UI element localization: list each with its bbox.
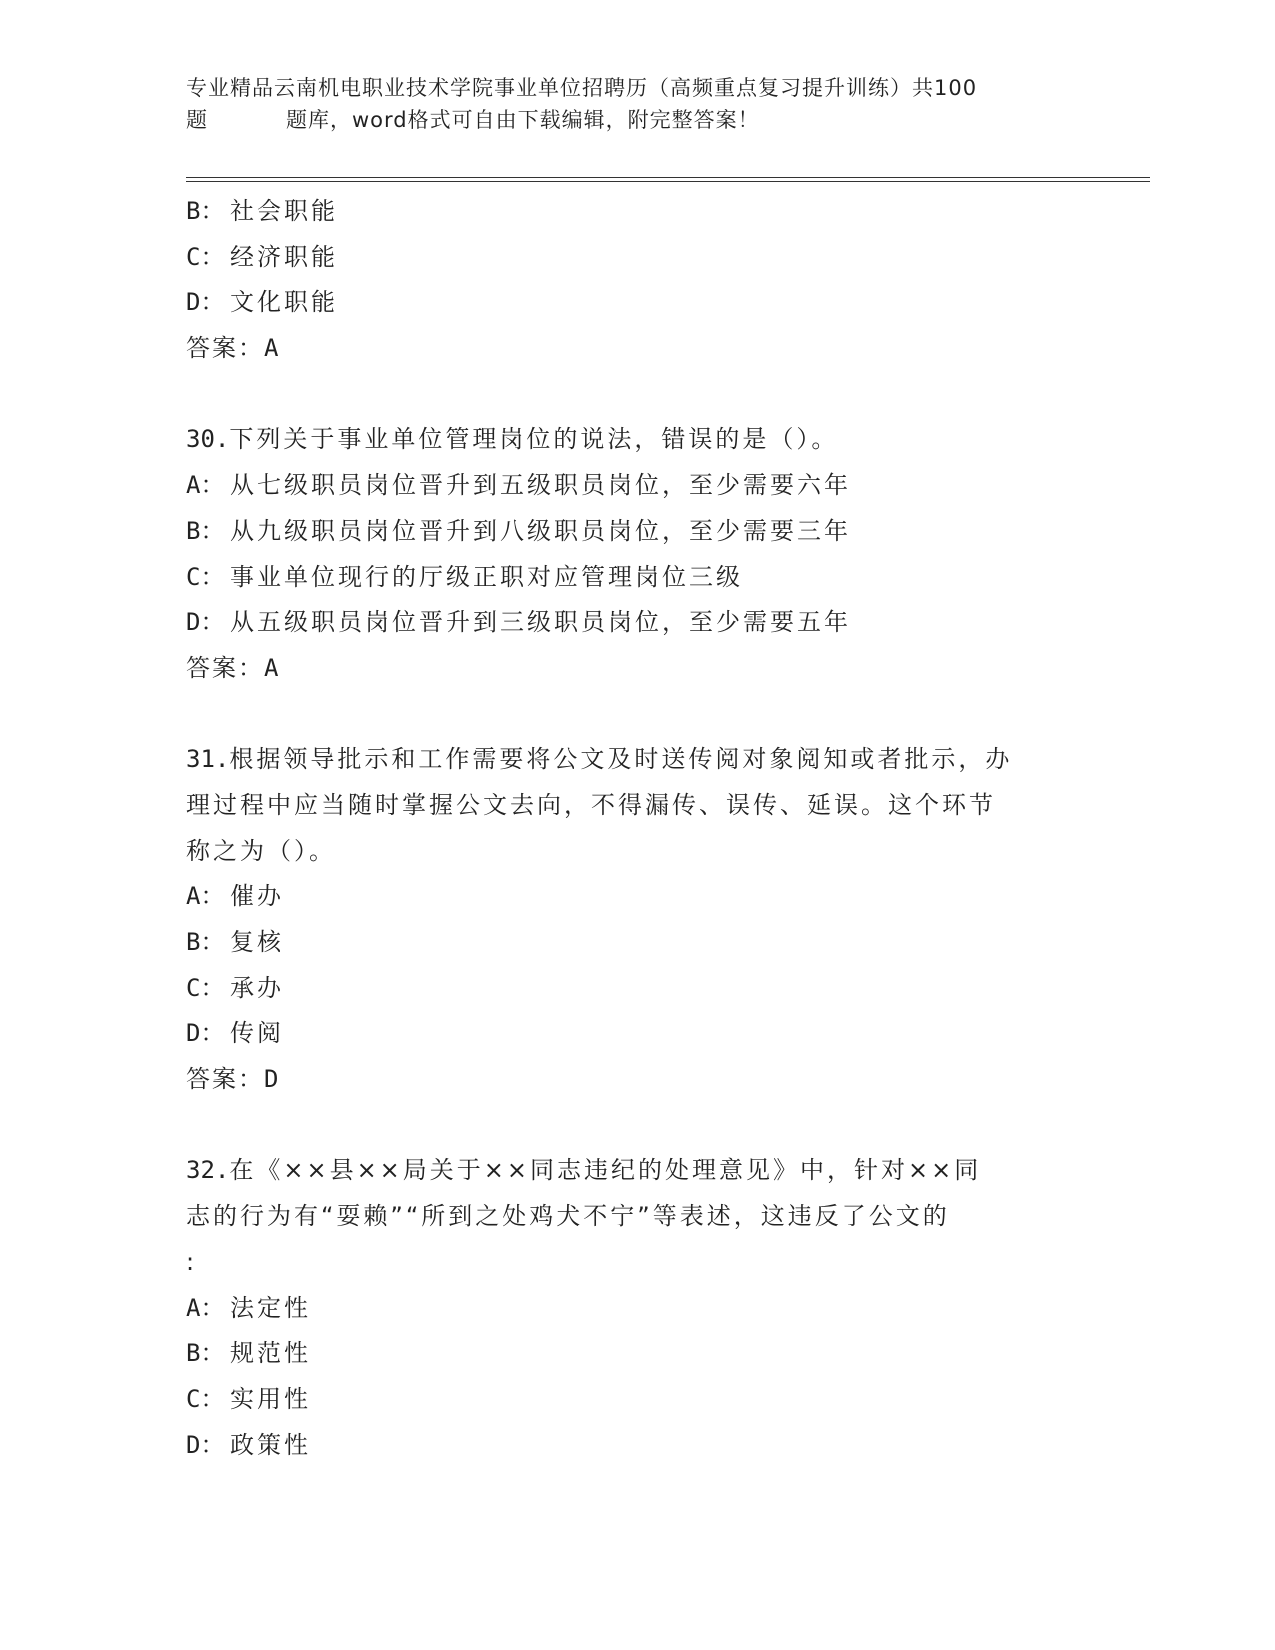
option-text: 规范性 [230, 1339, 311, 1368]
question-text: 理过程中应当随时掌握公文去向，不得漏传、误传、延误。这个环节 [186, 790, 996, 819]
prev-option-d [186, 280, 1086, 326]
answer-value: A [264, 653, 279, 682]
question-text: 在《××县××局关于××同志违纪的处理意见》中，针对××同 [229, 1156, 982, 1185]
question-text: : [186, 1247, 198, 1276]
q31-option-b [186, 920, 1086, 966]
header-line-1 [186, 72, 1086, 104]
q31-answer [186, 1057, 1086, 1103]
prev-answer [186, 326, 1086, 372]
option-letter: C： [186, 562, 225, 591]
q31-option-c [186, 966, 1086, 1012]
spacer [186, 372, 1086, 418]
answer-label: 答案： [186, 1065, 264, 1094]
question-number: 32. [186, 1156, 230, 1185]
option-letter: B： [186, 516, 225, 545]
question-number: 30. [186, 425, 230, 454]
answer-label: 答案： [186, 653, 264, 682]
option-text: 催办 [230, 882, 284, 911]
q32-option-c [186, 1377, 1086, 1423]
prev-option-b [186, 189, 1086, 235]
question-content [186, 189, 1086, 1468]
option-text: 复核 [230, 928, 284, 956]
option-text: 从五级职员岗位晋升到三级职员岗位，至少需要五年 [230, 608, 851, 637]
q31-option-a [186, 874, 1086, 920]
option-letter: D： [186, 608, 225, 637]
option-text: 政策性 [230, 1430, 311, 1459]
option-letter: A： [186, 1293, 225, 1322]
question-32-stem-line-2 [186, 1194, 1086, 1240]
spacer [186, 1103, 1086, 1149]
q30-option-b [186, 509, 1086, 555]
header-rule-bottom [186, 181, 1150, 182]
option-text: 社会职能 [230, 197, 338, 225]
header-line-2 [186, 104, 1086, 136]
header-title-wrap: 题 [186, 108, 208, 132]
option-letter: B： [186, 1339, 225, 1368]
option-letter: C： [186, 242, 225, 271]
option-text: 承办 [230, 973, 284, 1002]
header-rule-top [186, 177, 1150, 178]
answer-label: 答案： [186, 334, 264, 363]
q32-option-d [186, 1423, 1086, 1469]
option-text: 传阅 [230, 1019, 284, 1048]
spacer [186, 692, 1086, 738]
q30-option-d [186, 600, 1086, 646]
q30-option-c [186, 555, 1086, 601]
option-text: 从九级职员岗位晋升到八级职员岗位，至少需要三年 [230, 516, 851, 545]
question-text: 称之为（）。 [186, 836, 336, 865]
question-30-stem [186, 417, 1086, 463]
question-number: 31. [186, 745, 230, 774]
option-letter: D： [186, 288, 225, 317]
option-letter: A： [186, 471, 225, 500]
option-letter: B： [186, 928, 225, 956]
q32-option-a [186, 1286, 1086, 1332]
option-letter: D： [186, 1019, 225, 1048]
header-title: 专业精品云南机电职业技术学院事业单位招聘历（高频重点复习提升训练）共100 [186, 76, 978, 100]
option-text: 经济职能 [230, 242, 338, 271]
option-letter: B： [186, 197, 225, 225]
question-32-stem-line-3 [186, 1240, 1086, 1286]
answer-value: D [264, 1065, 279, 1094]
option-letter: A： [186, 882, 225, 911]
document-header [186, 72, 1086, 136]
option-text: 法定性 [230, 1293, 311, 1322]
question-text: 下列关于事业单位管理岗位的说法，错误的是（）。 [229, 425, 839, 454]
option-text: 从七级职员岗位晋升到五级职员岗位，至少需要六年 [230, 471, 851, 500]
prev-option-c [186, 235, 1086, 281]
q32-option-b [186, 1331, 1086, 1377]
question-text: 志的行为有“耍赖”“所到之处鸡犬不宁”等表述，这违反了公文的 [186, 1202, 950, 1231]
q31-option-d [186, 1011, 1086, 1057]
question-31-stem [186, 737, 1086, 783]
option-text: 实用性 [230, 1384, 311, 1413]
question-32-stem [186, 1148, 1086, 1194]
q30-answer [186, 646, 1086, 692]
option-text: 事业单位现行的厅级正职对应管理岗位三级 [230, 562, 743, 591]
q30-option-a [186, 463, 1086, 509]
option-letter: C： [186, 1384, 225, 1413]
question-text: 根据领导批示和工作需要将公文及时送传阅对象阅知或者批示，办 [229, 745, 1013, 774]
header-subtitle: 题库，word格式可自由下载编辑，附完整答案！ [286, 108, 760, 132]
question-31-stem-line-3 [186, 829, 1086, 875]
option-letter: D： [186, 1430, 225, 1459]
option-letter: C： [186, 973, 225, 1002]
question-31-stem-line-2 [186, 783, 1086, 829]
option-text: 文化职能 [230, 288, 338, 317]
answer-value: A [264, 334, 279, 363]
